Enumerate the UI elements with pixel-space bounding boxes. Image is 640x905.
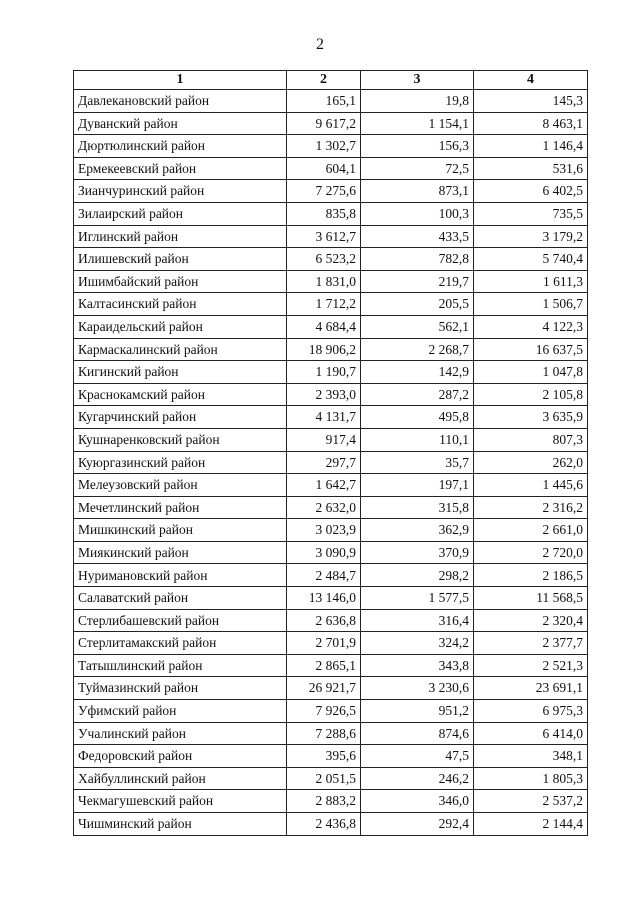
value-col2-cell: 1 642,7 xyxy=(287,474,361,497)
district-name-cell: Стерлитамакский район xyxy=(74,632,287,655)
value-col2-cell: 2 883,2 xyxy=(287,790,361,813)
value-col2-cell: 3 612,7 xyxy=(287,225,361,248)
value-col2-cell: 165,1 xyxy=(287,90,361,113)
value-col2-cell: 917,4 xyxy=(287,428,361,451)
value-col3-cell: 100,3 xyxy=(361,202,474,225)
value-col2-cell: 2 484,7 xyxy=(287,564,361,587)
table-row xyxy=(74,202,588,225)
value-col4-cell: 1 047,8 xyxy=(474,361,588,384)
value-col2-cell: 395,6 xyxy=(287,745,361,768)
table-row xyxy=(74,632,588,655)
district-name-cell: Чекмагушевский район xyxy=(74,790,287,813)
value-col4-cell: 8 463,1 xyxy=(474,112,588,135)
table-row xyxy=(74,474,588,497)
value-col4-cell: 3 635,9 xyxy=(474,406,588,429)
value-col2-cell: 2 051,5 xyxy=(287,767,361,790)
table-row xyxy=(74,722,588,745)
value-col3-cell: 72,5 xyxy=(361,157,474,180)
value-col3-cell: 19,8 xyxy=(361,90,474,113)
table-row xyxy=(74,496,588,519)
page-number: 2 xyxy=(316,36,324,53)
district-name-cell: Кушнаренковский район xyxy=(74,428,287,451)
district-name-cell: Краснокамский район xyxy=(74,383,287,406)
district-name-cell: Мечетлинский район xyxy=(74,496,287,519)
table-row xyxy=(74,745,588,768)
district-name-cell: Туймазинский район xyxy=(74,677,287,700)
value-col4-cell: 5 740,4 xyxy=(474,248,588,271)
value-col3-cell: 562,1 xyxy=(361,315,474,338)
column-header-2: 2 xyxy=(287,71,361,90)
district-name-cell: Хайбуллинский район xyxy=(74,767,287,790)
district-name-cell: Учалинский район xyxy=(74,722,287,745)
table-row xyxy=(74,383,588,406)
district-name-cell: Нуримановский район xyxy=(74,564,287,587)
value-col3-cell: 782,8 xyxy=(361,248,474,271)
value-col4-cell: 2 661,0 xyxy=(474,519,588,542)
value-col3-cell: 343,8 xyxy=(361,654,474,677)
district-name-cell: Уфимский район xyxy=(74,700,287,723)
table-row xyxy=(74,700,588,723)
value-col2-cell: 2 701,9 xyxy=(287,632,361,655)
table-row xyxy=(74,225,588,248)
value-col3-cell: 219,7 xyxy=(361,270,474,293)
value-col4-cell: 1 445,6 xyxy=(474,474,588,497)
value-col2-cell: 13 146,0 xyxy=(287,587,361,610)
value-col3-cell: 205,5 xyxy=(361,293,474,316)
district-name-cell: Дюртюлинский район xyxy=(74,135,287,158)
value-col3-cell: 47,5 xyxy=(361,745,474,768)
value-col2-cell: 604,1 xyxy=(287,157,361,180)
value-col2-cell: 1 302,7 xyxy=(287,135,361,158)
table-row xyxy=(74,135,588,158)
value-col2-cell: 2 632,0 xyxy=(287,496,361,519)
value-col2-cell: 2 636,8 xyxy=(287,609,361,632)
value-col4-cell: 6 975,3 xyxy=(474,700,588,723)
district-name-cell: Чишминский район xyxy=(74,813,287,836)
value-col2-cell: 26 921,7 xyxy=(287,677,361,700)
value-col3-cell: 370,9 xyxy=(361,541,474,564)
district-name-cell: Дуванский район xyxy=(74,112,287,135)
district-name-cell: Ишимбайский район xyxy=(74,270,287,293)
table-row xyxy=(74,248,588,271)
value-col2-cell: 2 393,0 xyxy=(287,383,361,406)
table-row xyxy=(74,406,588,429)
value-col3-cell: 873,1 xyxy=(361,180,474,203)
district-name-cell: Татышлинский район xyxy=(74,654,287,677)
value-col3-cell: 1 154,1 xyxy=(361,112,474,135)
table-row xyxy=(74,361,588,384)
value-col3-cell: 495,8 xyxy=(361,406,474,429)
table-row xyxy=(74,451,588,474)
column-header-4: 4 xyxy=(474,71,588,90)
value-col4-cell: 6 414,0 xyxy=(474,722,588,745)
value-col3-cell: 246,2 xyxy=(361,767,474,790)
district-name-cell: Стерлибашевский район xyxy=(74,609,287,632)
district-name-cell: Давлекановский район xyxy=(74,90,287,113)
value-col3-cell: 287,2 xyxy=(361,383,474,406)
value-col2-cell: 1 190,7 xyxy=(287,361,361,384)
value-col2-cell: 2 436,8 xyxy=(287,813,361,836)
table-row xyxy=(74,270,588,293)
value-col2-cell: 3 090,9 xyxy=(287,541,361,564)
value-col4-cell: 145,3 xyxy=(474,90,588,113)
table-row xyxy=(74,767,588,790)
district-name-cell: Илишевский район xyxy=(74,248,287,271)
table-row xyxy=(74,677,588,700)
value-col4-cell: 2 144,4 xyxy=(474,813,588,836)
value-col4-cell: 531,6 xyxy=(474,157,588,180)
table-row xyxy=(74,338,588,361)
value-col4-cell: 1 611,3 xyxy=(474,270,588,293)
value-col4-cell: 2 521,3 xyxy=(474,654,588,677)
value-col3-cell: 433,5 xyxy=(361,225,474,248)
table-row xyxy=(74,654,588,677)
district-name-cell: Салаватский район xyxy=(74,587,287,610)
district-name-cell: Мишкинский район xyxy=(74,519,287,542)
table-row xyxy=(74,112,588,135)
table-row xyxy=(74,564,588,587)
district-name-cell: Кармаскалинский район xyxy=(74,338,287,361)
value-col3-cell: 324,2 xyxy=(361,632,474,655)
value-col4-cell: 16 637,5 xyxy=(474,338,588,361)
value-col2-cell: 4 684,4 xyxy=(287,315,361,338)
value-col3-cell: 316,4 xyxy=(361,609,474,632)
table-body xyxy=(74,90,588,836)
table-row xyxy=(74,541,588,564)
district-name-cell: Миякинский район xyxy=(74,541,287,564)
table-row xyxy=(74,90,588,113)
table-row xyxy=(74,293,588,316)
district-name-cell: Калтасинский район xyxy=(74,293,287,316)
value-col4-cell: 807,3 xyxy=(474,428,588,451)
district-name-cell: Зианчуринский район xyxy=(74,180,287,203)
value-col4-cell: 2 320,4 xyxy=(474,609,588,632)
table-row xyxy=(74,609,588,632)
value-col4-cell: 2 105,8 xyxy=(474,383,588,406)
value-col4-cell: 3 179,2 xyxy=(474,225,588,248)
district-name-cell: Кигинский район xyxy=(74,361,287,384)
value-col4-cell: 735,5 xyxy=(474,202,588,225)
value-col4-cell: 1 506,7 xyxy=(474,293,588,316)
value-col3-cell: 362,9 xyxy=(361,519,474,542)
value-col2-cell: 2 865,1 xyxy=(287,654,361,677)
district-name-cell: Мелеузовский район xyxy=(74,474,287,497)
value-col2-cell: 297,7 xyxy=(287,451,361,474)
district-name-cell: Иглинский район xyxy=(74,225,287,248)
value-col3-cell: 142,9 xyxy=(361,361,474,384)
value-col4-cell: 2 186,5 xyxy=(474,564,588,587)
value-col3-cell: 315,8 xyxy=(361,496,474,519)
value-col2-cell: 3 023,9 xyxy=(287,519,361,542)
column-header-3: 3 xyxy=(361,71,474,90)
value-col2-cell: 835,8 xyxy=(287,202,361,225)
district-name-cell: Зилаирский район xyxy=(74,202,287,225)
value-col4-cell: 2 316,2 xyxy=(474,496,588,519)
table-row xyxy=(74,519,588,542)
value-col2-cell: 4 131,7 xyxy=(287,406,361,429)
value-col2-cell: 7 926,5 xyxy=(287,700,361,723)
value-col4-cell: 2 377,7 xyxy=(474,632,588,655)
district-name-cell: Кугарчинский район xyxy=(74,406,287,429)
value-col3-cell: 110,1 xyxy=(361,428,474,451)
value-col4-cell: 348,1 xyxy=(474,745,588,768)
value-col3-cell: 197,1 xyxy=(361,474,474,497)
value-col2-cell: 6 523,2 xyxy=(287,248,361,271)
value-col4-cell: 2 720,0 xyxy=(474,541,588,564)
value-col2-cell: 1 831,0 xyxy=(287,270,361,293)
district-name-cell: Куюргазинский район xyxy=(74,451,287,474)
value-col3-cell: 951,2 xyxy=(361,700,474,723)
header-row xyxy=(74,71,588,90)
table-row xyxy=(74,428,588,451)
value-col3-cell: 2 268,7 xyxy=(361,338,474,361)
district-name-cell: Караидельский район xyxy=(74,315,287,338)
value-col3-cell: 1 577,5 xyxy=(361,587,474,610)
table-row xyxy=(74,157,588,180)
value-col4-cell: 4 122,3 xyxy=(474,315,588,338)
value-col3-cell: 292,4 xyxy=(361,813,474,836)
district-name-cell: Федоровский район xyxy=(74,745,287,768)
value-col2-cell: 1 712,2 xyxy=(287,293,361,316)
value-col3-cell: 874,6 xyxy=(361,722,474,745)
value-col3-cell: 156,3 xyxy=(361,135,474,158)
value-col2-cell: 7 288,6 xyxy=(287,722,361,745)
value-col4-cell: 1 805,3 xyxy=(474,767,588,790)
value-col3-cell: 346,0 xyxy=(361,790,474,813)
value-col4-cell: 23 691,1 xyxy=(474,677,588,700)
value-col2-cell: 18 906,2 xyxy=(287,338,361,361)
value-col3-cell: 298,2 xyxy=(361,564,474,587)
table-row xyxy=(74,813,588,836)
table-row xyxy=(74,180,588,203)
value-col4-cell: 262,0 xyxy=(474,451,588,474)
table-row xyxy=(74,587,588,610)
table-row xyxy=(74,315,588,338)
data-table xyxy=(73,70,588,836)
table-row xyxy=(74,790,588,813)
value-col2-cell: 7 275,6 xyxy=(287,180,361,203)
value-col4-cell: 6 402,5 xyxy=(474,180,588,203)
value-col4-cell: 1 146,4 xyxy=(474,135,588,158)
value-col4-cell: 11 568,5 xyxy=(474,587,588,610)
column-header-1: 1 xyxy=(74,71,287,90)
value-col2-cell: 9 617,2 xyxy=(287,112,361,135)
value-col3-cell: 3 230,6 xyxy=(361,677,474,700)
district-name-cell: Ермекеевский район xyxy=(74,157,287,180)
value-col3-cell: 35,7 xyxy=(361,451,474,474)
value-col4-cell: 2 537,2 xyxy=(474,790,588,813)
